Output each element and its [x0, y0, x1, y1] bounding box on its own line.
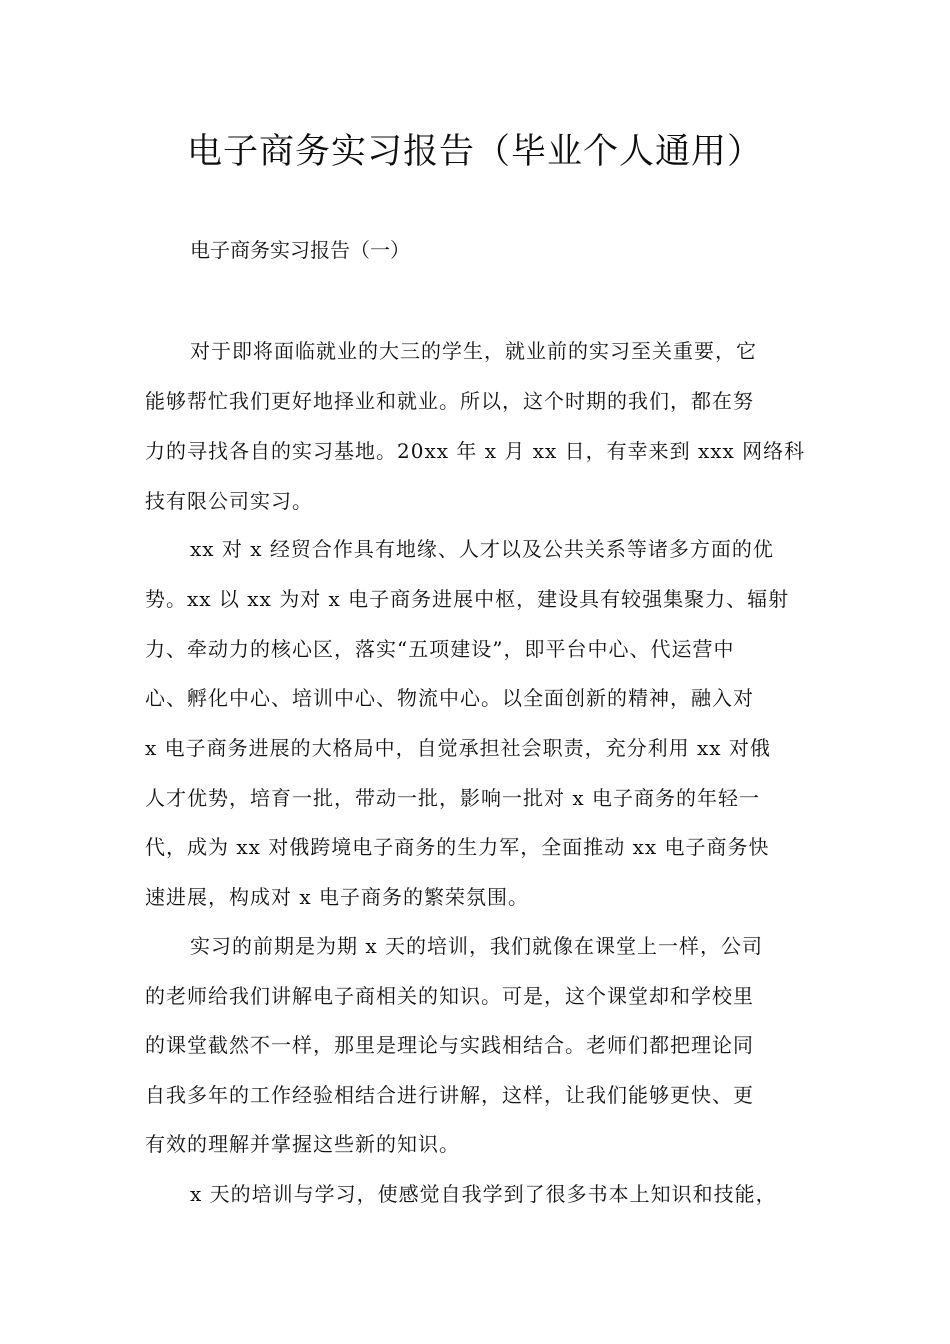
paragraph-line: 自我多年的工作经验相结合进行讲解，这样，让我们能够更快、更: [145, 1083, 754, 1107]
paragraph-line: 势。xx 以 xx 为对 x 电子商务进展中枢，建设具有较强集聚力、辐射: [145, 587, 790, 611]
paragraph-line: 技有限公司实习。: [145, 489, 313, 513]
paragraph-line: 人才优势，培育一批，带动一批，影响一批对 x 电子商务的年轻一: [145, 786, 760, 810]
paragraph-line: x 天的培训与学习，使感觉自我学到了很多书本上知识和技能，: [190, 1182, 777, 1206]
paragraph-line: 力、牵动力的核心区，落实“五项建设”，即平台中心、代运营中: [145, 637, 735, 661]
paragraph-line: 代，成为 xx 对俄跨境电子商务的生力军，全面推动 xx 电子商务快: [145, 835, 770, 859]
paragraph-line: 对于即将面临就业的大三的学生，就业前的实习至关重要，它: [190, 339, 757, 363]
paragraph-line: 能够帮忙我们更好地择业和就业。所以，这个时期的我们，都在努: [145, 389, 754, 413]
paragraph-line: 心、孵化中心、培训中心、物流中心。以全面创新的精神，融入对: [145, 686, 754, 710]
paragraph-line: 的老师给我们讲解电子商相关的知识。可是，这个课堂却和学校里: [145, 984, 754, 1008]
section-heading: 电子商务实习报告（一）: [190, 238, 410, 262]
document-title: 电子商务实习报告（毕业个人通用）: [186, 132, 763, 172]
paragraph-line: 速进展，构成对 x 电子商务的繁荣氛围。: [145, 885, 529, 909]
paragraph-line: xx 对 x 经贸合作具有地缘、人才以及公共关系等诸多方面的优: [190, 537, 774, 561]
paragraph-line: 力的寻找各自的实习基地。20xx 年 x 月 xx 日，有幸来到 xxx 网络科: [145, 439, 806, 463]
paragraph-line: 实习的前期是为期 x 天的培训，我们就像在课堂上一样，公司: [190, 934, 763, 958]
paragraph-line: 有效的理解并掌握这些新的知识。: [145, 1132, 460, 1156]
paragraph-line: x 电子商务进展的大格局中，自觉承担社会职责，充分利用 xx 对俄: [145, 736, 771, 760]
paragraph-line: 的课堂截然不一样，那里是理论与实践相结合。老师们都把理论同: [145, 1033, 754, 1057]
